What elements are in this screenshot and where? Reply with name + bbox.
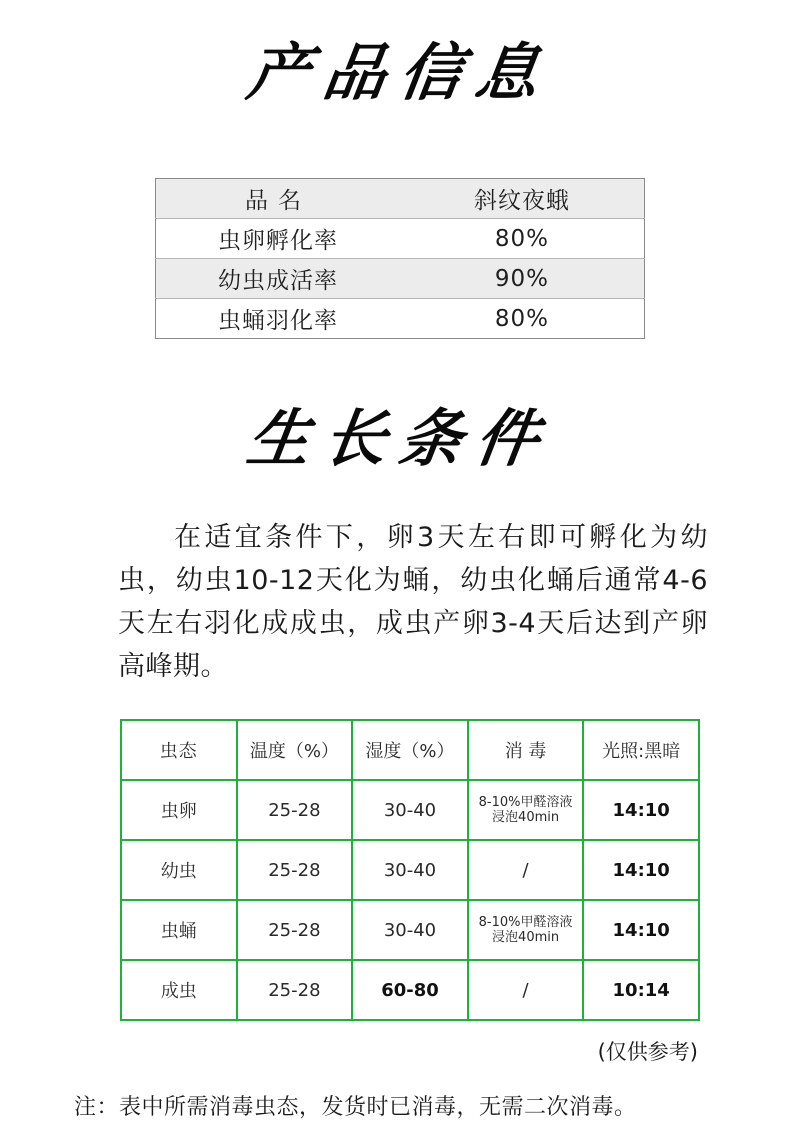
egg-hatch-rate-value: 80%	[400, 219, 645, 259]
temperature-cell: 25-28	[237, 960, 353, 1020]
header-temperature: 温度（%）	[237, 720, 353, 780]
light-dark-cell: 14:10	[583, 780, 699, 840]
light-dark-cell: 14:10	[583, 840, 699, 900]
table-row	[121, 840, 699, 900]
disinfection-cell: /	[468, 840, 584, 900]
stage-cell: 虫蛹	[121, 900, 237, 960]
temperature-cell: 25-28	[237, 840, 353, 900]
pupa-emergence-rate-value: 80%	[400, 299, 645, 339]
stage-cell: 幼虫	[121, 840, 237, 900]
disinfection-line-2: 浸泡40min	[492, 810, 560, 825]
light-dark-cell: 10:14	[583, 960, 699, 1020]
product-name-label: 品名	[156, 179, 400, 219]
disinfection-line-1: 8-10%甲醛溶液	[478, 795, 573, 810]
humidity-cell: 30-40	[352, 840, 468, 900]
growth-conditions-table	[120, 719, 700, 1021]
table-row	[121, 780, 699, 840]
disinfection-cell	[468, 900, 584, 960]
humidity-cell: 30-40	[352, 780, 468, 840]
table-row	[156, 179, 645, 219]
header-humidity: 湿度（%）	[352, 720, 468, 780]
humidity-cell: 30-40	[352, 900, 468, 960]
temperature-cell: 25-28	[237, 900, 353, 960]
header-disinfection: 消 毒	[468, 720, 584, 780]
table-row	[121, 900, 699, 960]
table-header-row	[121, 720, 699, 780]
stage-cell: 成虫	[121, 960, 237, 1020]
table-row	[156, 299, 645, 339]
product-name-value: 斜纹夜蛾	[400, 179, 645, 219]
disinfection-line-1: 8-10%甲醛溶液	[478, 915, 573, 930]
disinfection-cell: /	[468, 960, 584, 1020]
egg-hatch-rate-label: 虫卵孵化率	[156, 219, 400, 259]
temperature-cell: 25-28	[237, 780, 353, 840]
header-light-dark: 光照:黑暗	[583, 720, 699, 780]
larva-survival-rate-label: 幼虫成活率	[156, 259, 400, 299]
table-row	[121, 960, 699, 1020]
humidity-cell: 60-80	[352, 960, 468, 1020]
disinfection-cell	[468, 780, 584, 840]
stage-cell: 虫卵	[121, 780, 237, 840]
pupa-emergence-rate-label: 虫蛹羽化率	[156, 299, 400, 339]
growth-description: 在适宜条件下，卵3天左右即可孵化为幼虫，幼虫10-12天化为蛹，幼虫化蛹后通常4-6天左右羽化成成虫，成虫产卵3-4天后达到产卵高峰期。	[118, 522, 708, 682]
larva-survival-rate-value: 90%	[400, 259, 645, 299]
footnote: 注：表中所需消毒虫态，发货时已消毒，无需二次消毒。	[74, 1095, 637, 1120]
product-info-table	[155, 178, 645, 339]
header-stage: 虫态	[121, 720, 237, 780]
product-info-title: 产品信息	[242, 36, 558, 109]
light-dark-cell: 14:10	[583, 900, 699, 960]
reference-note: (仅供参考)	[597, 1040, 698, 1064]
table-row	[156, 219, 645, 259]
disinfection-line-2: 浸泡40min	[492, 930, 560, 945]
table-row	[156, 259, 645, 299]
growth-conditions-title: 生长条件	[242, 402, 558, 475]
